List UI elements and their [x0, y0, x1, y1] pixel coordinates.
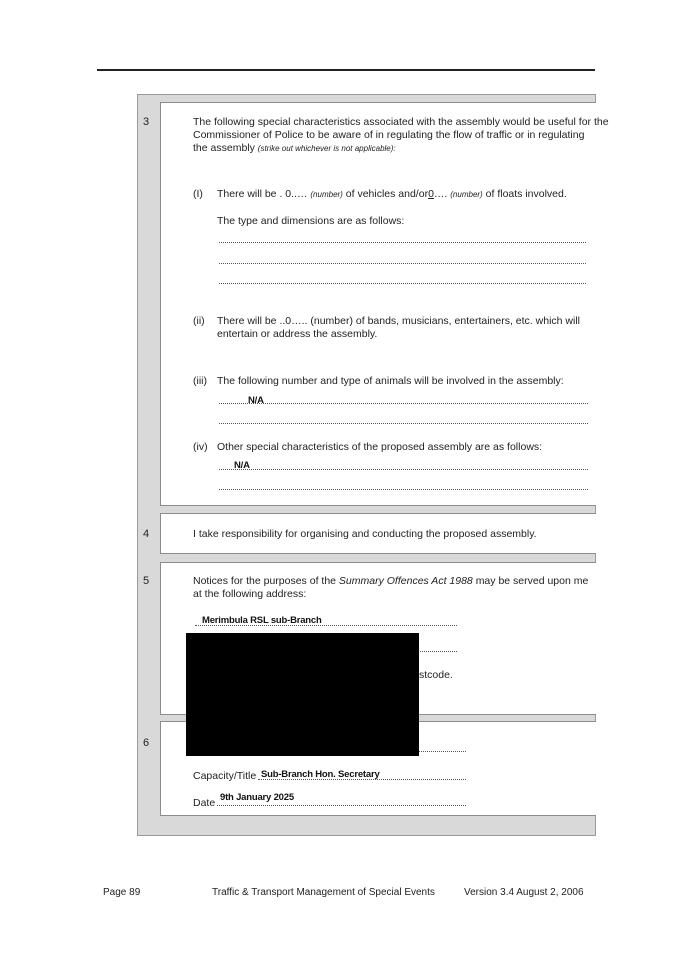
- section-5-line-1: [193, 575, 588, 588]
- item-i-dots-2: ….: [433, 188, 448, 200]
- section-3-intro-line-2: Commissioner of Police to be aware of in regulating the flow of traffic or in regulating: [193, 129, 585, 141]
- item-ii-value: 0: [285, 315, 292, 327]
- footer-page-number: Page 89: [103, 887, 141, 898]
- item-i-type-label: The type and dimensions are as follows:: [217, 215, 405, 227]
- item-iii-text: The following number and type of animals will be involved in the assembly:: [217, 375, 564, 387]
- section-3-intro-line-3: [193, 142, 396, 155]
- item-i-floats-value: 0: [428, 188, 434, 200]
- item-iv-value: N/A: [234, 460, 250, 471]
- item-ii-text-2: ….. (number) of bands, musicians, entertainers, etc. which will: [291, 315, 580, 327]
- postcode-label-fragment: stcode.: [419, 669, 453, 681]
- address-value: Merimbula RSL sub-Branch: [202, 615, 322, 626]
- section-3-intro-note: (strike out whichever is not applicable):: [257, 144, 396, 153]
- footer-document-title: Traffic & Transport Management of Special Events: [212, 887, 435, 898]
- date-label: Date: [193, 797, 216, 809]
- section-3-number: 3: [143, 116, 150, 128]
- section-5-act-name: Summary Offences Act 1988: [338, 575, 473, 587]
- item-i-line: [217, 188, 567, 201]
- item-iv-label: (iv): [193, 441, 208, 453]
- section-5-number: 5: [143, 575, 150, 587]
- item-ii-text-1: There will be ..: [217, 315, 286, 327]
- footer-version: Version 3.4 August 2, 2006: [464, 887, 584, 898]
- date-value: 9th January 2025: [220, 792, 294, 803]
- item-iii-value: N/A: [248, 395, 264, 406]
- item-i-blank-line-2: [219, 263, 586, 264]
- section-3-intro-text: the assembly: [193, 142, 255, 154]
- item-i-vehicles-value: 0: [285, 188, 292, 200]
- item-iv-text: Other special characteristics of the proposed assembly are as follows:: [217, 441, 543, 453]
- item-i-label: (I): [193, 188, 203, 200]
- section-6-number: 6: [143, 737, 150, 749]
- item-i-number-note-2: (number): [450, 190, 483, 199]
- item-iv-blank-line-2: [219, 489, 588, 490]
- item-ii-line-1: [217, 315, 580, 328]
- capacity-value: Sub-Branch Hon. Secretary: [261, 769, 380, 780]
- section-4-number: 4: [143, 528, 150, 540]
- page-top-rule: [97, 69, 595, 71]
- item-iii-label: (iii): [193, 375, 207, 387]
- item-iii-blank-line-1: [219, 403, 588, 404]
- section-3-intro-line-1: The following special characteristics associated with the assembly would be useful for the: [193, 116, 609, 128]
- date-line: [217, 805, 466, 806]
- item-i-text-3: of floats involved.: [485, 188, 567, 200]
- redaction-block: [186, 633, 419, 756]
- section-5-text-b: may be served upon me: [475, 575, 589, 587]
- item-i-number-note-1: (number): [310, 190, 343, 199]
- item-i-blank-line-3: [219, 283, 586, 284]
- item-i-text-2: of vehicles and/or: [345, 188, 429, 200]
- item-i-text-1: There will be .: [217, 188, 283, 200]
- item-i-dots-1: ..…: [291, 188, 308, 200]
- item-iii-blank-line-2: [219, 423, 588, 424]
- section-5-text-a: Notices for the purposes of the: [193, 575, 336, 587]
- item-iv-blank-line-1: [219, 469, 588, 470]
- section-5-line-2: at the following address:: [193, 588, 307, 600]
- section-4-text: I take responsibility for organising and conducting the proposed assembly.: [193, 528, 537, 540]
- item-i-blank-line-1: [219, 242, 586, 243]
- item-ii-label: (ii): [193, 315, 205, 327]
- capacity-label: Capacity/Title: [193, 770, 257, 782]
- item-ii-line-2: entertain or address the assembly.: [217, 328, 378, 340]
